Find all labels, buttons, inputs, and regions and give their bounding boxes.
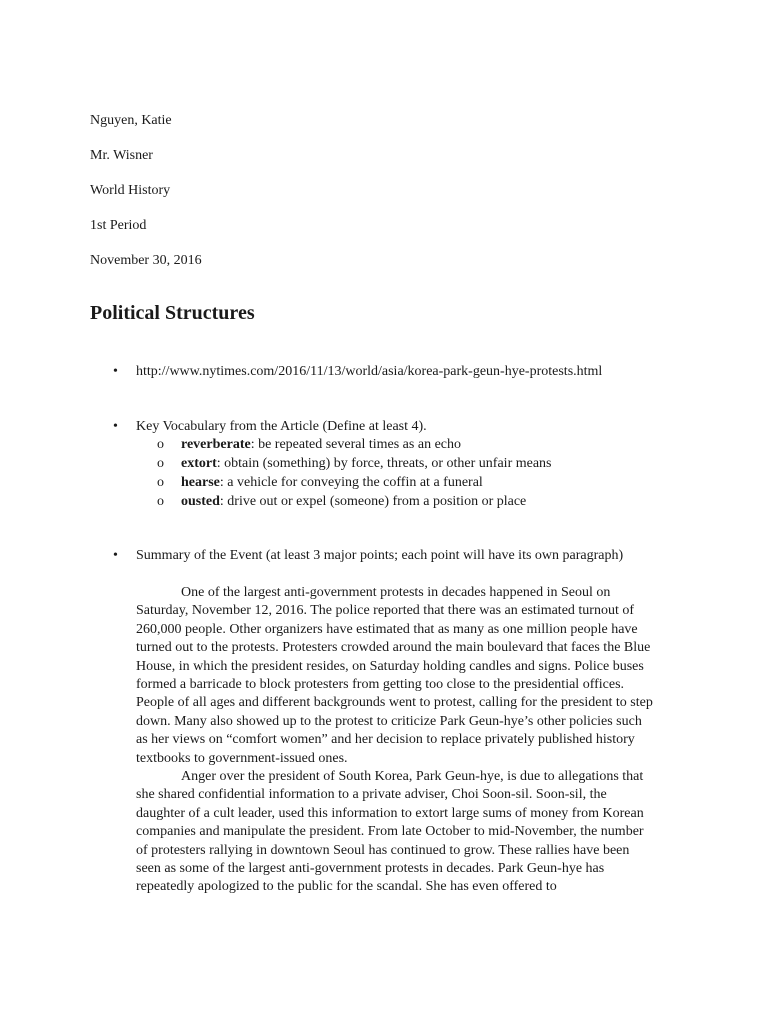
vocab-item: [157, 456, 552, 472]
vocab-heading-item: [113, 419, 427, 435]
sub-bullet-icon: o: [157, 494, 164, 509]
sub-bullet-icon: o: [157, 437, 164, 452]
vocab-term: hearse: [181, 475, 220, 490]
course-name: World History: [90, 183, 171, 198]
summary-paragraph: Anger over the president of South Korea, Park Geun-hye, is due to allegations that she shared confidential information to a private adviser, Choi Soon-sil. Soon-sil, the daughter of a cult leader, used this information to extort large sums of money from Korean companies and manipulate the president. From late October to mid-November, the number of protesters rallying in downtown Seoul has continued to grow. These rallies have been seen as some of the largest anti-government protests in decades. Park Geun-hye has repeatedly apologized to the public for the scandal. She has even offered to: [136, 769, 644, 895]
document-date: November 30, 2016: [90, 253, 202, 268]
summary-paragraph: One of the largest anti-government protests in decades happened in Seoul on Saturday, November 12, 2016. The police reported that there was an estimated turnout of 260,000 people. Other organizers have estimated that as many as one million people have turned out to the protests. Protesters crowded around the main boulevard that faces the Blue House, in which the president resides, on Saturday holding candles and signs. Police buses formed a barricade to block protesters from getting too close to the presidential offices. People of all ages and different backgrounds went to protest, calling for the president to step down. Many also showed up to the protest to criticize Park Geun-hye’s other policies such as her views on “comfort women” and her decision to replace privately published history textbooks to government-issued ones.: [136, 585, 653, 766]
student-name: Nguyen, Katie: [90, 113, 172, 128]
vocab-definition: : be repeated several times as an echo: [250, 437, 461, 452]
article-link-item: [113, 364, 602, 380]
teacher-name: Mr. Wisner: [90, 148, 153, 163]
vocab-heading: Key Vocabulary from the Article (Define at least 4).: [136, 419, 427, 434]
vocab-definition: : obtain (something) by force, threats, or other unfair means: [216, 456, 552, 471]
sub-bullet-icon: o: [157, 475, 164, 490]
summary-heading: Summary of the Event (at least 3 major points; each point will have its own paragraph): [136, 548, 624, 563]
vocab-item: [157, 437, 461, 453]
summary-heading-item: [113, 548, 623, 564]
vocab-term: reverberate: [181, 437, 251, 452]
vocab-item: [157, 494, 526, 510]
bullet-icon: •: [113, 419, 118, 434]
sub-bullet-icon: o: [157, 456, 164, 471]
article-link[interactable]: http://www.nytimes.com/2016/11/13/world/asia/korea-park-geun-hye-protests.html: [136, 364, 603, 379]
bullet-icon: •: [113, 548, 118, 563]
class-period: 1st Period: [90, 218, 147, 233]
vocab-term: ousted: [181, 494, 220, 509]
vocab-definition: : a vehicle for conveying the coffin at a funeral: [219, 475, 483, 490]
vocab-term: extort: [181, 456, 217, 471]
page-title: Political Structures: [90, 302, 255, 324]
vocab-definition: : drive out or expel (someone) from a position or place: [219, 494, 527, 509]
vocab-item: [157, 475, 483, 491]
bullet-icon: •: [113, 364, 118, 379]
